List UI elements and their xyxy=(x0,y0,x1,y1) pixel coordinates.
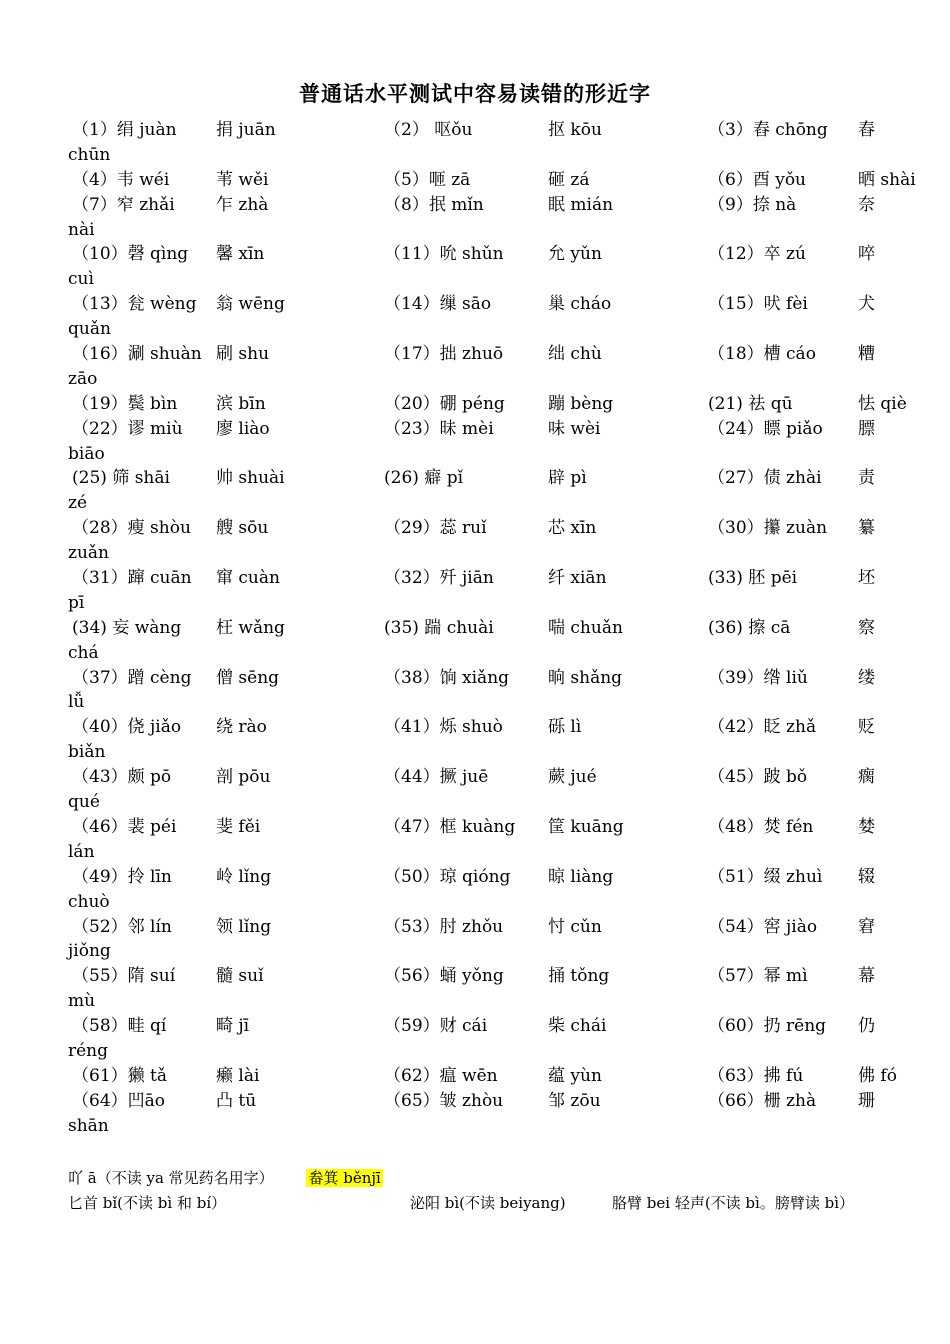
char-entry: (35) 踹 chuài xyxy=(384,617,494,638)
char-entry: 喘 chuǎn xyxy=(548,617,623,638)
char-entry: 责 xyxy=(858,468,875,489)
wrap-row xyxy=(68,491,888,516)
entry-row xyxy=(68,242,888,267)
char-entry: 瘸 xyxy=(858,767,875,788)
entry-row xyxy=(68,118,888,143)
char-entry: （50）琼 qióng xyxy=(384,866,511,887)
char-entry: 晌 shǎng xyxy=(548,667,623,688)
char-entry: （29）蕊 ruǐ xyxy=(384,518,487,539)
char-entry: （51）缀 zhuì xyxy=(708,866,823,887)
wrap-row xyxy=(68,317,888,342)
char-entry: （10）磬 qìng xyxy=(72,244,189,265)
char-entry: （14）缫 sāo xyxy=(384,294,492,315)
char-entry: 乍 zhà xyxy=(216,194,269,215)
char-entry: 仍 xyxy=(858,1016,875,1037)
entry-row xyxy=(68,342,888,367)
char-entry: 巢 cháo xyxy=(548,294,612,315)
entry-row xyxy=(68,516,888,541)
char-entry: 绕 rào xyxy=(216,717,267,738)
char-entry: 柴 chái xyxy=(548,1016,607,1037)
char-entry: 纤 xiān xyxy=(548,568,607,589)
char-entry: 辍 xyxy=(858,866,875,887)
char-entry: 癞 lài xyxy=(216,1065,260,1086)
entry-row xyxy=(68,417,888,442)
char-entry: （22）谬 miù xyxy=(72,418,183,439)
entry-row xyxy=(68,1064,897,1089)
char-entry: 忖 cǔn xyxy=(548,916,602,937)
wrap-row xyxy=(68,790,888,815)
char-entry: 岭 lǐng xyxy=(216,866,272,887)
char-entry: 艘 sōu xyxy=(216,518,269,539)
wrapped-pinyin: nài xyxy=(68,219,95,240)
entry-row xyxy=(68,466,888,491)
wrapped-pinyin: qué xyxy=(68,792,100,813)
entry-row xyxy=(68,865,888,890)
wrapped-pinyin: chūn xyxy=(68,144,111,165)
char-entry: 剖 pōu xyxy=(216,767,271,788)
char-entry: （19）鬓 bìn xyxy=(72,393,178,414)
char-entry: 窘 xyxy=(858,916,875,937)
wrap-row xyxy=(68,143,888,168)
wrapped-pinyin: réng xyxy=(68,1040,109,1061)
wrapped-pinyin: pī xyxy=(68,592,85,613)
char-entry: （9）捺 nà xyxy=(708,194,797,215)
char-entry: 馨 xīn xyxy=(216,244,265,265)
char-entry: 帅 shuài xyxy=(216,468,285,489)
wrap-row xyxy=(68,218,888,243)
char-entry: （44）撅 juē xyxy=(384,767,489,788)
page-title: 普通话水平测试中容易读错的形近字 xyxy=(299,81,651,106)
entry-row xyxy=(68,915,888,940)
entry-row xyxy=(68,715,888,740)
char-entry: （11）吮 shǔn xyxy=(384,244,504,265)
wrapped-pinyin: jiǒng xyxy=(68,941,111,962)
char-entry: （15）吠 fèi xyxy=(708,294,808,315)
wrapped-pinyin: chá xyxy=(68,642,99,663)
char-entry: 砾 lì xyxy=(548,717,582,738)
note-highlight: 畚箕 běnjī xyxy=(308,1169,381,1187)
char-entry: （59）财 cái xyxy=(384,1016,488,1037)
char-entry: （46）裴 péi xyxy=(72,816,177,837)
wrap-row xyxy=(68,267,888,292)
wrap-row xyxy=(68,367,888,392)
char-entry: （42）眨 zhǎ xyxy=(708,717,817,738)
char-entry: 髓 suǐ xyxy=(216,966,264,987)
char-entry: （20）硼 péng xyxy=(384,393,505,414)
char-entry: 味 wèi xyxy=(548,418,601,439)
char-entry: (33) 胚 pēi xyxy=(708,568,798,589)
char-entry: 啐 xyxy=(858,244,875,265)
char-entry: （2） 呕ǒu xyxy=(384,120,473,140)
note-bi-yang: 泌阳 bì(不读 beiyang) xyxy=(410,1194,566,1212)
char-entry: （64）凹āo xyxy=(72,1090,166,1111)
entry-row xyxy=(68,392,907,417)
char-entry: （62）瘟 wēn xyxy=(384,1065,498,1086)
wrapped-pinyin: lǚ xyxy=(68,692,85,713)
char-entry: 刷 shu xyxy=(216,344,270,365)
wrap-row xyxy=(68,840,888,865)
char-entry: （45）跛 bǒ xyxy=(708,767,808,788)
wrapped-pinyin: zuǎn xyxy=(68,543,109,564)
char-entry: 眠 mián xyxy=(548,194,614,215)
wrapped-pinyin: biāo xyxy=(68,443,105,464)
wrapped-pinyin: mù xyxy=(68,991,96,1012)
char-entry: 领 lǐng xyxy=(216,916,272,937)
char-entry: 蕨 jué xyxy=(548,767,597,788)
note-ge-bei: 胳臂 bei 轻声(不读 bì。膀臂读 bì） xyxy=(612,1194,855,1212)
wrap-row xyxy=(68,740,888,765)
char-entry: 翁 wēng xyxy=(216,294,285,315)
char-entry: （8）抿 mǐn xyxy=(384,194,484,215)
char-entry: （37）蹭 cèng xyxy=(72,667,192,688)
char-entry: （31）蹿 cuān xyxy=(72,568,192,589)
char-entry: （39）绺 liǔ xyxy=(708,667,808,688)
char-entry: （30）攥 zuàn xyxy=(708,518,828,539)
char-entry: 辟 pì xyxy=(548,468,587,489)
char-entry: 晾 liàng xyxy=(548,866,614,887)
char-entry: （28）瘦 shòu xyxy=(72,518,191,539)
char-entry: 蕴 yùn xyxy=(548,1065,602,1086)
wrap-row xyxy=(68,690,888,715)
char-entry: （63）拂 fú xyxy=(708,1065,804,1086)
wrap-row xyxy=(68,989,888,1014)
wrap-row xyxy=(68,1114,888,1139)
wrap-row xyxy=(68,591,888,616)
entry-row xyxy=(68,964,888,989)
char-entry: （6）酉 yǒu xyxy=(708,169,807,190)
char-entry: （54）窖 jiào xyxy=(708,916,818,937)
char-entry: （5）咂 zā xyxy=(384,169,471,190)
entry-row xyxy=(68,616,888,641)
wrap-row xyxy=(68,641,888,666)
wrap-row xyxy=(68,442,888,467)
char-entry: 蹦 bèng xyxy=(548,393,614,414)
char-entry: （16）涮 shuàn xyxy=(72,344,202,365)
char-entry: （12）卒 zú xyxy=(708,244,806,265)
char-entry: 怯 qiè xyxy=(858,393,907,414)
char-entry: 糟 xyxy=(858,344,875,365)
wrap-row xyxy=(68,1039,888,1064)
entry-row xyxy=(68,292,888,317)
char-list xyxy=(68,118,916,1139)
char-entry: （23）昧 mèi xyxy=(384,418,494,439)
wrap-row xyxy=(68,890,888,915)
char-entry: （40）侥 jiǎo xyxy=(72,717,182,738)
char-entry: （66）栅 zhà xyxy=(708,1090,817,1111)
char-entry: （57）幂 mì xyxy=(708,966,808,987)
wrapped-pinyin: chuò xyxy=(68,891,110,912)
char-entry: 邹 zōu xyxy=(548,1090,601,1111)
char-entry: 纂 xyxy=(858,518,875,539)
char-entry: 贬 xyxy=(858,717,875,738)
char-entry: 廖 liào xyxy=(216,418,270,439)
char-entry: （49）拎 līn xyxy=(72,866,172,887)
char-entry: 捐 juān xyxy=(216,120,276,140)
char-entry: （52）邻 lín xyxy=(72,916,172,937)
wrap-row xyxy=(68,541,888,566)
char-entry: 抠 kōu xyxy=(548,120,602,140)
char-entry: （27）债 zhài xyxy=(708,468,822,489)
char-entry: 膘 xyxy=(858,418,875,439)
char-entry: 筐 kuāng xyxy=(548,816,624,837)
char-entry: 枉 wǎng xyxy=(216,617,285,638)
char-entry: 滨 bīn xyxy=(216,393,266,414)
entry-row xyxy=(68,765,888,790)
char-entry: （56）蛹 yǒng xyxy=(384,966,504,987)
wrapped-pinyin: zāo xyxy=(68,368,98,389)
char-entry: （4）韦 wéi xyxy=(72,169,170,190)
entry-row xyxy=(68,566,888,591)
char-entry: 缕 xyxy=(858,667,875,688)
wrapped-pinyin: quǎn xyxy=(68,319,111,340)
wrapped-pinyin: biǎn xyxy=(68,742,106,763)
char-entry: （48）焚 fén xyxy=(708,816,814,837)
char-entry: （55）隋 suí xyxy=(72,966,176,987)
char-entry: （38）饷 xiǎng xyxy=(384,667,510,688)
char-entry: 苇 wěi xyxy=(216,169,269,190)
char-entry: 斐 fěi xyxy=(216,816,261,837)
char-entry: （18）槽 cáo xyxy=(708,344,816,365)
char-entry: 畸 jī xyxy=(216,1016,250,1037)
note-a-yao: 吖 ā（不读 ya 常见药名用字） xyxy=(68,1169,274,1187)
char-entry: （13）瓮 wèng xyxy=(72,294,197,315)
note-line-1 xyxy=(68,1167,383,1188)
wrapped-pinyin: zé xyxy=(68,493,88,514)
wrap-row xyxy=(68,939,888,964)
char-entry: 允 yǔn xyxy=(548,244,602,265)
entry-row xyxy=(68,1014,888,1039)
char-entry: (25) 筛 shāi xyxy=(72,468,170,489)
entry-row xyxy=(68,1089,888,1114)
char-entry: （60）扔 rēng xyxy=(708,1016,827,1037)
char-entry: 珊 xyxy=(858,1090,875,1111)
note-bi-shou: 匕首 bǐ(不读 bì 和 bí） xyxy=(68,1194,227,1212)
char-entry: （32）歼 jiān xyxy=(384,568,494,589)
entry-row xyxy=(68,815,888,840)
char-entry: 芯 xīn xyxy=(548,518,597,539)
char-entry: 晒 shài xyxy=(858,169,916,190)
char-entry: （61）獭 tǎ xyxy=(72,1065,168,1086)
char-entry: 奈 xyxy=(858,194,875,215)
char-entry: （41）烁 shuò xyxy=(384,717,503,738)
wrapped-pinyin: lán xyxy=(68,841,95,862)
char-entry: （65）皱 zhòu xyxy=(384,1090,504,1111)
entry-row xyxy=(68,193,888,218)
char-entry: （7）窄 zhǎi xyxy=(72,194,175,215)
entry-row xyxy=(68,666,888,691)
char-entry: （24）瞟 piǎo xyxy=(708,418,823,439)
char-entry: 察 xyxy=(858,617,875,638)
entry-row xyxy=(68,168,916,193)
char-entry: 犬 xyxy=(858,294,875,315)
char-entry: （1）绢 juàn xyxy=(72,120,177,140)
char-entry: 坯 xyxy=(858,568,875,589)
char-entry: （58）畦 qí xyxy=(72,1016,167,1037)
char-entry: （47）框 kuàng xyxy=(384,816,516,837)
char-entry: 砸 zá xyxy=(548,169,590,190)
char-entry: 凸 tū xyxy=(216,1090,257,1111)
wrapped-pinyin: cuì xyxy=(68,269,94,290)
char-entry: 僧 sēng xyxy=(216,667,280,688)
char-entry: (34) 妄 wàng xyxy=(72,617,182,638)
char-entry: （43）颇 pō xyxy=(72,767,172,788)
char-entry: 幕 xyxy=(858,966,875,987)
char-entry: (36) 擦 cā xyxy=(708,617,791,638)
char-entry: （3）舂 chōng xyxy=(708,120,828,140)
char-entry: 绌 chù xyxy=(548,344,602,365)
char-entry: （17）拙 zhuō xyxy=(384,344,504,365)
char-entry: 佛 fó xyxy=(858,1065,897,1086)
char-entry: (21) 祛 qū xyxy=(708,393,793,414)
wrapped-pinyin: shān xyxy=(68,1115,109,1136)
char-entry: 婪 xyxy=(858,816,875,837)
char-entry: （53）肘 zhǒu xyxy=(384,916,504,937)
char-entry: (26) 癖 pǐ xyxy=(384,468,464,489)
char-entry: 窜 cuàn xyxy=(216,568,280,589)
char-entry: 捅 tǒng xyxy=(548,966,610,987)
char-entry: 舂 xyxy=(858,120,875,140)
